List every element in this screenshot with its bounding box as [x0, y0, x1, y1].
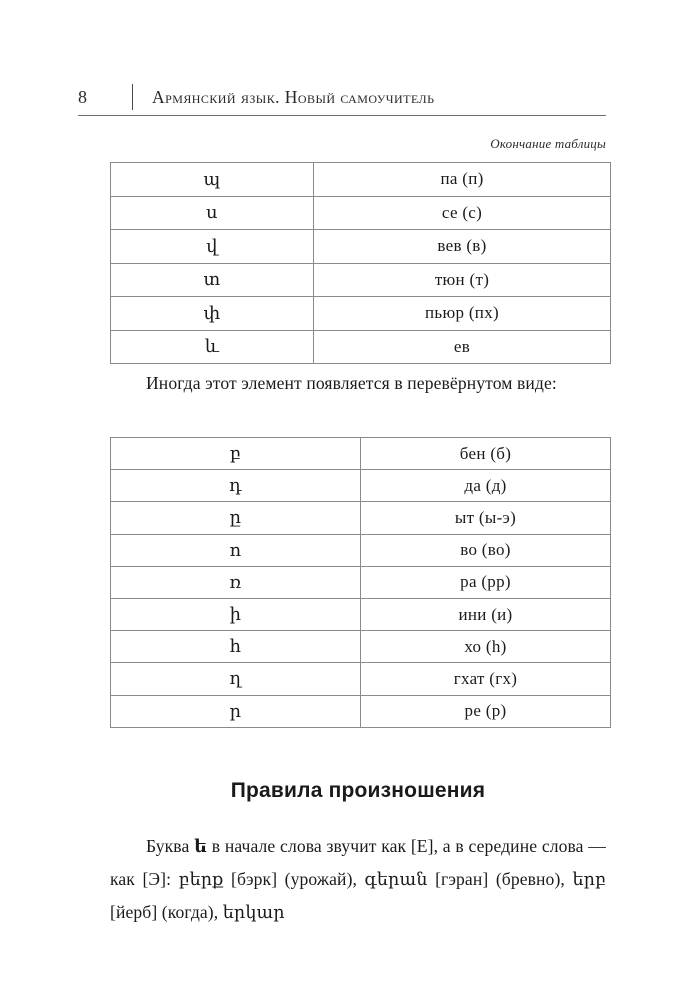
- armenian-letter-cell: վ: [111, 230, 314, 264]
- table-row: [111, 438, 611, 470]
- highlighted-armenian-letter: ե: [194, 835, 208, 856]
- armenian-letter-cell: տ: [111, 263, 314, 297]
- table-row: [111, 631, 611, 663]
- table-row: [111, 663, 611, 695]
- table-row: [111, 230, 611, 264]
- armenian-letter-cell: բ: [111, 438, 361, 470]
- header-divider: [132, 84, 133, 110]
- alphabet-table-continued: [110, 162, 611, 364]
- reading-cell: во (во): [361, 534, 611, 566]
- reading-cell: ра (рр): [361, 566, 611, 598]
- reading-cell: да (д): [361, 470, 611, 502]
- armenian-letter-cell: ղ: [111, 663, 361, 695]
- rules-text-part-2: в начале слова звучит как [Е], а в середине слова — как [Э]: բերք [бэрк] (урожай), գերան [гэран] (бревно), երբ [йерб] (когда), երկար: [110, 835, 606, 922]
- table-row: [111, 297, 611, 331]
- reading-cell: па (п): [314, 163, 611, 197]
- table-row: [111, 330, 611, 364]
- paragraph-inverted-element: Иногда этот элемент появляется в перевёрнутом виде:: [146, 372, 557, 393]
- armenian-letter-cell: հ: [111, 631, 361, 663]
- armenian-letter-cell: փ: [111, 297, 314, 331]
- armenian-letter-cell: ը: [111, 502, 361, 534]
- running-header-content: [78, 82, 606, 112]
- book-title: Армянский язык. Новый самоучитель: [152, 86, 435, 107]
- table-row: [111, 196, 611, 230]
- armenian-letter-cell: ռ: [111, 566, 361, 598]
- table-row: [111, 695, 611, 727]
- reading-cell: вев (в): [314, 230, 611, 264]
- armenian-letter-cell: պ: [111, 163, 314, 197]
- table-row: [111, 534, 611, 566]
- table-caption: Окончание таблицы: [490, 136, 606, 151]
- reading-cell: се (с): [314, 196, 611, 230]
- armenian-letter-cell: ո: [111, 534, 361, 566]
- running-header: [78, 82, 606, 116]
- armenian-letter-cell: և: [111, 330, 314, 364]
- reading-cell: ре (р): [361, 695, 611, 727]
- reading-cell: пьюр (пх): [314, 297, 611, 331]
- table-body: [111, 438, 611, 728]
- page-number: 8: [78, 86, 88, 107]
- table-row: [111, 566, 611, 598]
- armenian-letter-cell: դ: [111, 470, 361, 502]
- reading-cell: бен (б): [361, 438, 611, 470]
- section-heading-pronunciation-rules: Правила произношения: [230, 779, 486, 803]
- reading-cell: гхат (гх): [361, 663, 611, 695]
- reading-cell: ев: [314, 330, 611, 364]
- reading-cell: хо (h): [361, 631, 611, 663]
- table-row: [111, 598, 611, 630]
- table-body: [111, 163, 611, 364]
- alphabet-table-inverted: [110, 437, 611, 728]
- table-row: [111, 470, 611, 502]
- reading-cell: тюн (т): [314, 263, 611, 297]
- reading-cell: ыт (ы-э): [361, 502, 611, 534]
- paragraph-pronunciation-rules: [110, 830, 606, 929]
- table-row: [111, 502, 611, 534]
- reading-cell: ини (и): [361, 598, 611, 630]
- armenian-letter-cell: ր: [111, 695, 361, 727]
- armenian-letter-cell: ս: [111, 196, 314, 230]
- table-row: [111, 263, 611, 297]
- table-row: [111, 163, 611, 197]
- armenian-letter-cell: ի: [111, 598, 361, 630]
- rules-text-part-1: Буква: [146, 835, 195, 856]
- header-rule: [78, 115, 606, 116]
